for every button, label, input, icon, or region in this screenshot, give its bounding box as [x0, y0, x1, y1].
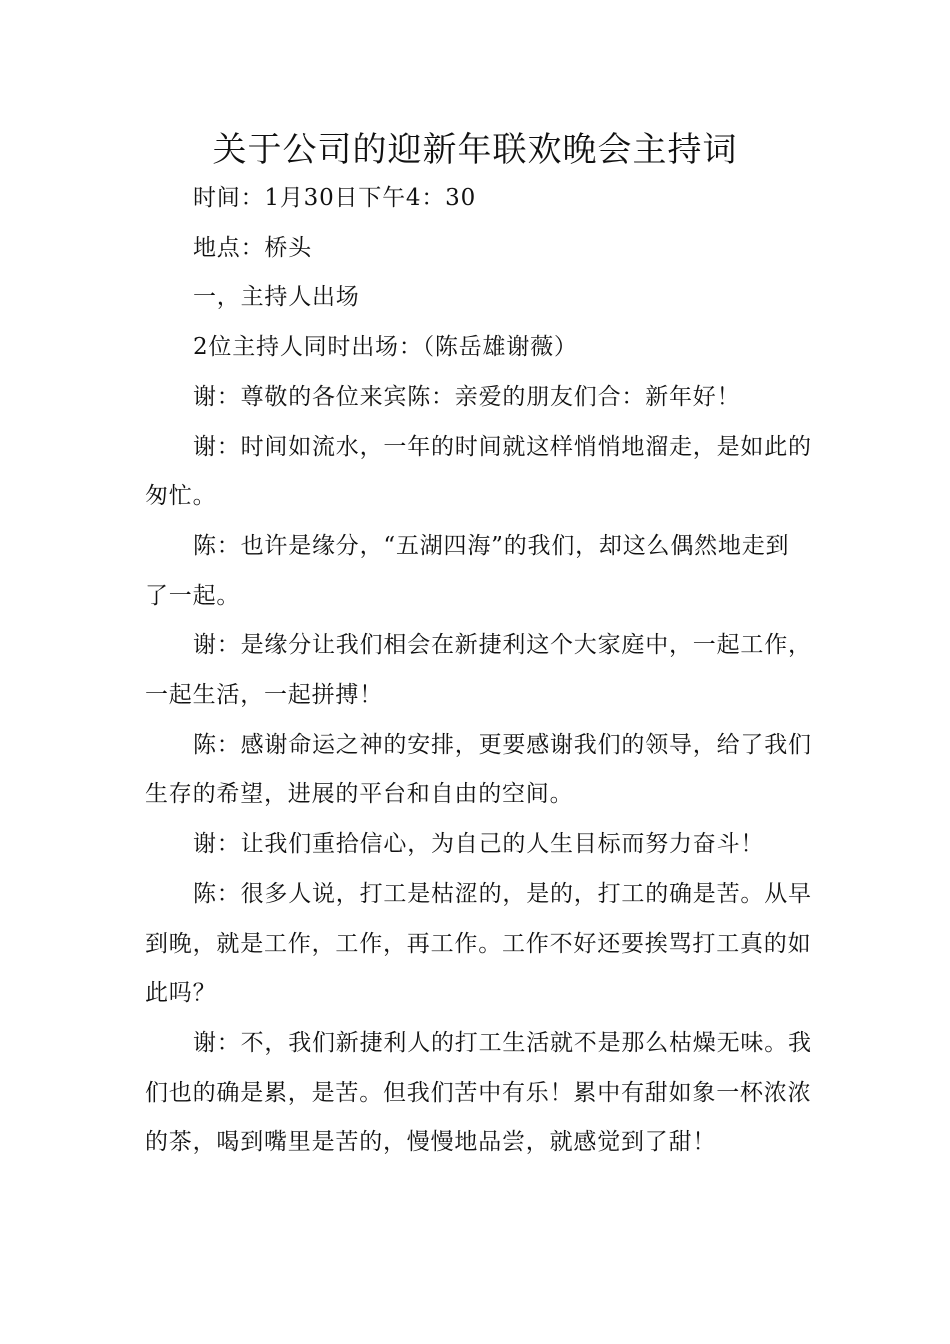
paragraph-greeting: 谢：尊敬的各位来宾陈：亲爱的朋友们合：新年好！	[193, 383, 741, 410]
paragraph-dialogue: 谢：让我们重拾信心，为自己的人生目标而努力奋斗！	[193, 831, 765, 858]
document-title: 关于公司的迎新年联欢晚会主持词	[212, 130, 738, 170]
paragraph-dialogue: 陈：感谢命运之神的安排，更要感谢我们的领导，给了我们生存的希望，进展的平台和自由的空间。	[145, 731, 812, 808]
paragraph-location: 地点：桥头	[193, 234, 312, 261]
paragraph-dialogue: 陈：很多人说，打工是枯涩的，是的，打工的确是苦。从早到晚，就是工作，工作，再工作。工作不好还要挨骂打工真的如此吗？	[145, 880, 812, 1007]
paragraph-section-heading: 一，主持人出场	[193, 284, 360, 311]
document-body	[145, 174, 813, 1168]
paragraph-dialogue: 陈：也许是缘分，“五湖四海”的我们，却这么偶然地走到了一起。	[145, 532, 790, 609]
paragraph-dialogue: 谢：不，我们新捷利人的打工生活就不是那么枯燥无味。我们也的确是累，是苦。但我们苦中有乐！累中有甜如象一杯浓浓的茶，喝到嘴里是苦的，慢慢地品尝，就感觉到了甜！	[145, 1029, 812, 1156]
paragraph-time: 时间：1月30日下午4：30	[193, 185, 476, 211]
paragraph-dialogue: 谢：是缘分让我们相会在新捷利这个大家庭中，一起工作，一起生活，一起拼搏！	[145, 632, 812, 709]
paragraph-dialogue: 谢：时间如流水，一年的时间就这样悄悄地溜走，是如此的匆忙。	[145, 433, 812, 510]
paragraph-hosts: 2位主持人同时出场：（陈岳雄谢薇）	[193, 334, 578, 361]
